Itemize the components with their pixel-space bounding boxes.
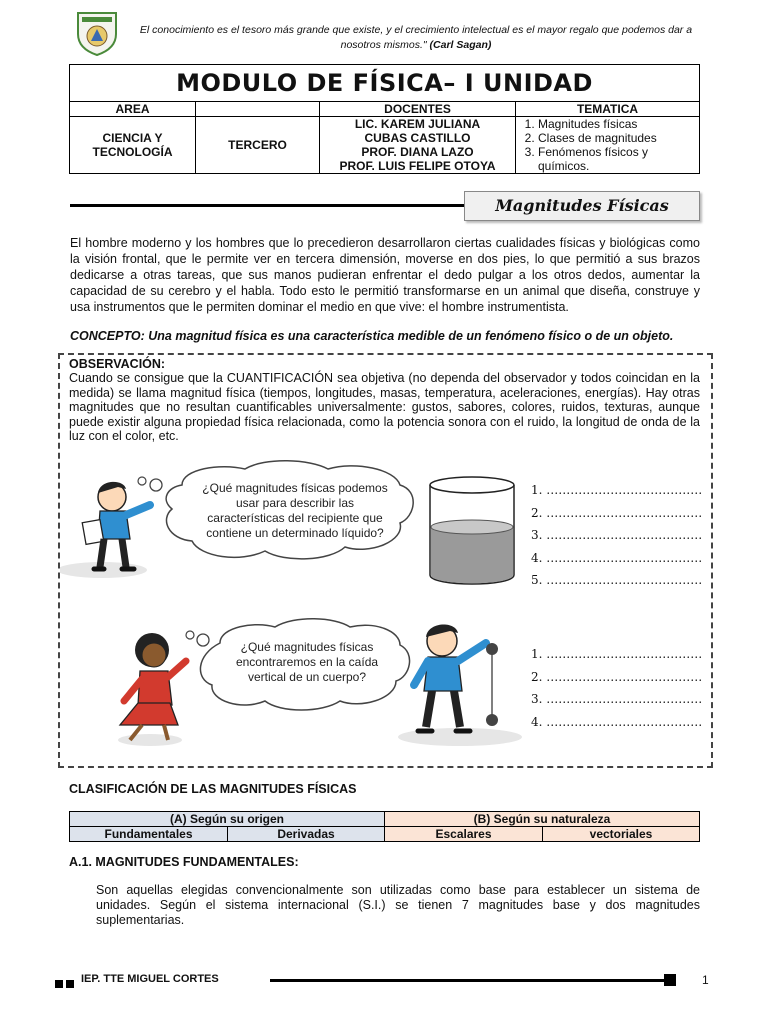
area-line2: TECNOLOGÍA [92, 145, 173, 159]
beaker-icon [430, 477, 514, 584]
area-line1: CIENCIA Y [102, 131, 163, 145]
answer-blank[interactable]: 1. ………………………………… [531, 483, 703, 497]
bubble1-line: ¿Qué magnitudes físicas podemos [202, 481, 388, 495]
module-title: MODULO DE FÍSICA– I UNIDAD [70, 65, 700, 102]
bubble2-line: ¿Qué magnitudes físicas [240, 640, 374, 654]
docente-1: LIC. KAREM JULIANA [354, 117, 481, 131]
docentes-cell [320, 117, 516, 174]
docente-3: PROF. DIANA LAZO [361, 145, 474, 159]
area-cell [70, 117, 196, 174]
col-area: AREA [70, 102, 196, 117]
bubble2-line: encontraremos en la caída [235, 655, 379, 669]
bubble-question-1 [182, 481, 408, 541]
tematica-item: 2. Clases de magnitudes [538, 131, 695, 145]
thinking-boy-icon [60, 482, 150, 578]
fundamentales-text: Son aquellas elegidas convencionalmente son utilizadas como base para establecer un sistema de unidades. Según el sistema internacional (S.I.) se tienen 7 magnitudes base y dos magnitudes suplementarias. [96, 883, 700, 927]
answer-blank[interactable]: 4. ………………………………… [531, 714, 703, 729]
quote-author: (Carl Sagan) [429, 39, 492, 51]
vectoriales-cell: vectoriales [543, 827, 700, 842]
answer-blank[interactable]: 3. ………………………………… [531, 528, 703, 542]
bubble1-line: características del recipiente que [207, 511, 383, 525]
derivadas-cell: Derivadas [228, 827, 385, 842]
nature-header: (B) Según su naturaleza [385, 812, 700, 827]
footer-end-square-icon [664, 974, 676, 986]
answer-blank[interactable]: 1. ………………………………… [531, 647, 703, 661]
col-grade-empty [196, 102, 320, 117]
section-divider [70, 204, 466, 207]
docente-4: PROF. LUIS FELIPE OTOYA [339, 159, 496, 173]
col-docentes: DOCENTES [320, 102, 516, 117]
bubble1-line: usar para describir las [235, 496, 355, 510]
page-number: 1 [702, 973, 709, 987]
school-crest-icon [74, 10, 120, 56]
answer-list-2 [531, 647, 702, 737]
tematica-item: 1. Magnitudes físicas [538, 117, 695, 131]
tematica-item: 3. Fenómenos físicos y químicos. [538, 145, 695, 173]
tematica-cell [516, 117, 700, 174]
section-label: Magnitudes Físicas [464, 191, 700, 221]
bubble-question-2 [214, 640, 400, 685]
observation-text: Cuando se consigue que la CUANTIFICACIÓN sea objetiva (no dependa del observador y todos coincidan en la medida) se llama magnitud física (tiempos, longitudes, masas, temperatura, aceleraciones, energías). Hay otras magnitudes que no resultan cuantificables universalmente: gustos, sabores, colores, ruidos, texturas, aunque puede existir alguna propiedad física relacionada, como la potencia sonora con el ruido, la longitud de onda de la luz con el color, etc. [69, 371, 700, 443]
escalares-cell: Escalares [385, 827, 543, 842]
answer-blank[interactable]: 3. ………………………………… [531, 692, 703, 706]
pendulum-boy-icon [398, 624, 522, 746]
observation-title: OBSERVACIÓN: [69, 357, 166, 371]
intro-paragraph: El hombre moderno y los hombres que lo precedieron desarrollaron ciertas cualidades físicas y biológicas como la visión frontal, que le permite ver en tercera dimensión, moverse en dos pies, lo que permitió a sus brazos dedicarse a otras tareas, que sus manos pudieran enfrentar el dedo pulgar a los otros dedos, aumentar la capacidad de su cerebro y el habla. Todo esto le permitió transformarse en un animal que diseña, construye y usa instrumentos que le permiten dominar el medio en que vive: el hombre instrumentista. [70, 236, 700, 314]
docente-2: CUBAS CASTILLO [364, 131, 471, 145]
grade-cell: TERCERO [196, 117, 320, 174]
answer-blank[interactable]: 2. ………………………………… [531, 505, 703, 520]
answer-list-1 [531, 483, 702, 596]
classification-title: CLASIFICACIÓN DE LAS MAGNITUDES FÍSICAS [69, 782, 357, 796]
thinking-woman-icon [118, 633, 186, 746]
answer-blank[interactable]: 2. ………………………………… [531, 669, 703, 684]
classification-table [69, 811, 700, 842]
col-tematica: TEMATICA [516, 102, 700, 117]
bubble1-line: contiene un determinado líquido? [206, 526, 384, 540]
footer-divider [270, 979, 670, 982]
footer-squares-icon [55, 975, 77, 993]
footer-school: IEP. TTE MIGUEL CORTES [81, 973, 219, 985]
concept-definition: CONCEPTO: Una magnitud física es una característica medible de un fenómeno físico o de un objeto. [70, 329, 674, 343]
origin-header: (A) Según su origen [70, 812, 385, 827]
bubble2-line: vertical de un cuerpo? [247, 670, 367, 684]
fundamentales-cell: Fundamentales [70, 827, 228, 842]
answer-blank[interactable]: 4. ………………………………… [531, 550, 703, 565]
fundamentales-title: A.1. MAGNITUDES FUNDAMENTALES: [69, 855, 299, 869]
module-header-table [69, 64, 700, 174]
answer-blank[interactable]: 5. ………………………………… [531, 573, 703, 587]
header-quote: El conocimiento es el tesoro más grande que existe, y el crecimiento intelectual es el mayor regalo que podemos dar a nosotros mismos." (Carl Sagan) [139, 24, 693, 51]
